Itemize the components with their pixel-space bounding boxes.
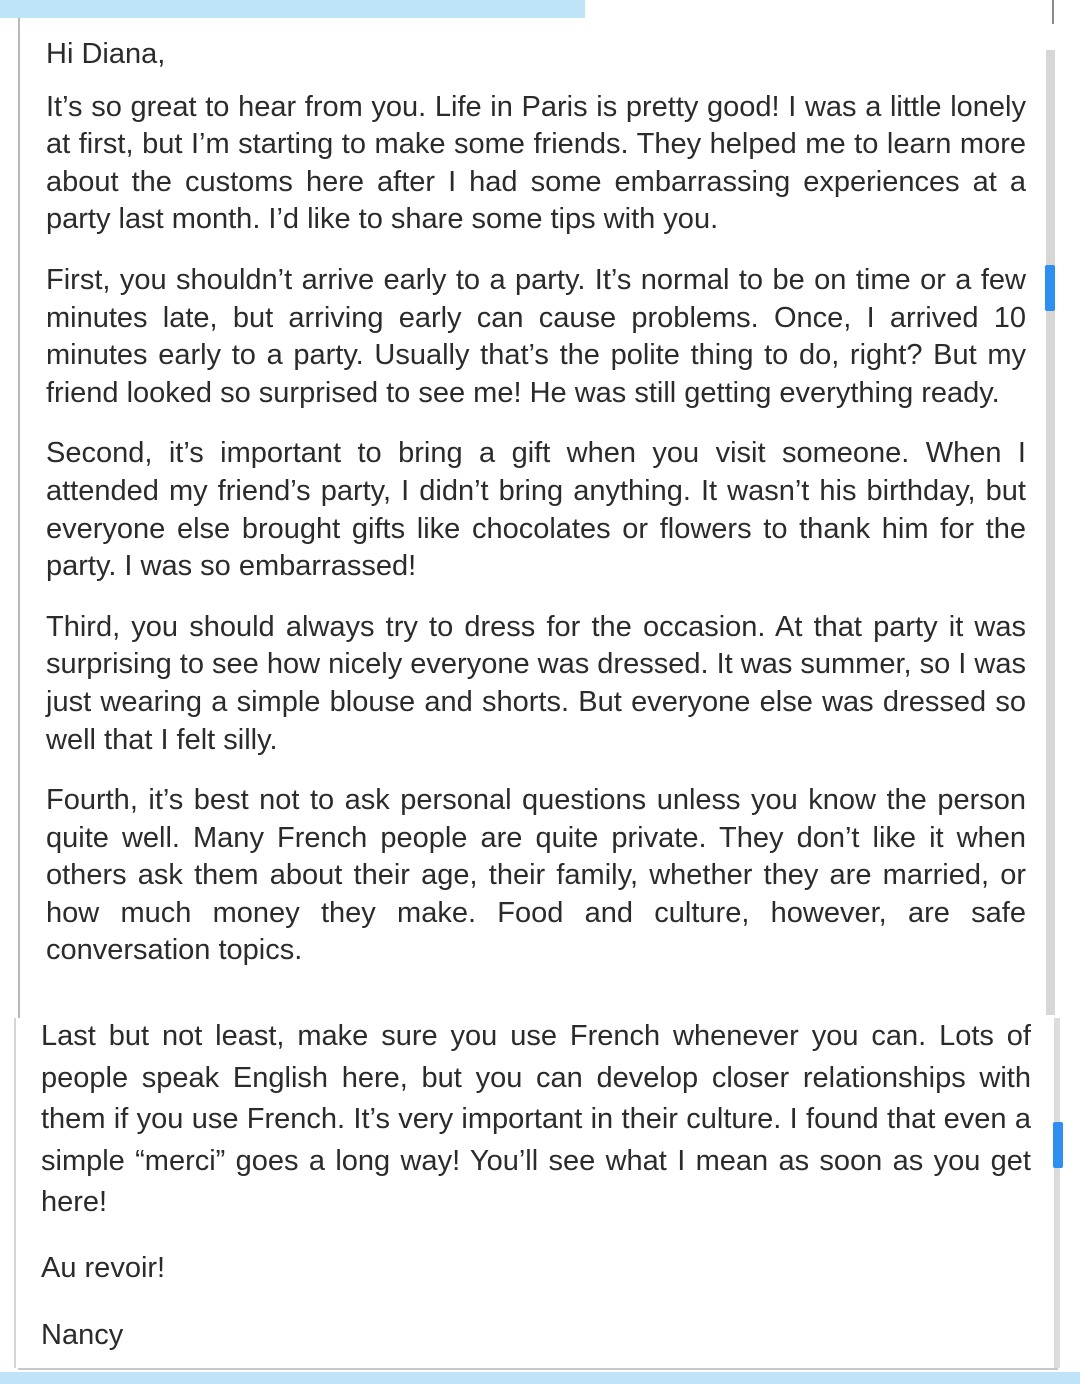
- letter-paragraph-fourth-tip: Fourth, it’s best not to ask personal questions unless you know the person quite well. Many French people are quite private. They don’t like it when others ask them about their age, their family, whether they are married, or how much money they make. Food and culture, however, are safe conversation topics.: [46, 784, 1026, 967]
- scrollbar-thumb[interactable]: [1045, 265, 1055, 311]
- bottom-page-border: [18, 1368, 1058, 1370]
- letter-paragraph-intro: It’s so great to hear from you. Life in Paris is pretty good! I was a little lonely at first, but I’m starting to make some friends. They helped me to learn more about the customs here after I had some embarrassing experiences at a party last month. I’d like to share some tips with you.: [46, 90, 1026, 236]
- scrollbar-track[interactable]: [1046, 50, 1055, 1015]
- left-page-border-lower: [14, 1018, 16, 1368]
- left-page-border: [18, 18, 20, 1018]
- letter-paragraph-second-tip: Second, it’s important to bring a gift when you visit someone. When I attended my friend’s party, I didn’t bring anything. It wasn’t his birthday, but everyone else brought gifts like chocolates or flowers to thank him for the party. I was so embarrassed!: [46, 437, 1026, 583]
- bottom-accent-bar: [0, 1372, 1080, 1384]
- letter-paragraph-last-tip: Last but not least, make sure you use French whenever you can. Lots of people speak English here, but you can develop closer relationships with them if you use French. It’s very important in their culture. I found that even a simple “merci” goes a long way! You’ll see what I mean as soon as you get here!: [41, 1020, 1031, 1218]
- scrollbar-thumb-lower[interactable]: [1053, 1122, 1063, 1168]
- letter-closing: Au revoir!: [41, 1251, 166, 1284]
- letter-signature: Nancy: [41, 1318, 124, 1351]
- corner-divider: [1052, 0, 1054, 24]
- scrollbar-track-lower[interactable]: [1054, 1018, 1060, 1368]
- top-accent-bar: [0, 0, 585, 18]
- letter-body-upper: [46, 36, 1026, 993]
- top-blank-strip: [585, 0, 1055, 18]
- letter-paragraph-third-tip: Third, you should always try to dress for the occasion. At that party it was surprising to see how nicely everyone was dressed. It was summer, so I was just wearing a simple blouse and shorts. But everyone else was dressed so well that I felt silly.: [46, 610, 1026, 756]
- letter-greeting: Hi Diana,: [46, 38, 166, 70]
- letter-paragraph-first-tip: First, you shouldn’t arrive early to a party. It’s normal to be on time or a few minutes late, but arriving early can cause problems. Once, I arrived 10 minutes early to a party. Usually that’s the polite thing to do, right? But my friend looked so surprised to see me! He was still getting everything ready.: [46, 263, 1026, 409]
- letter-body-lower: [41, 1016, 1031, 1356]
